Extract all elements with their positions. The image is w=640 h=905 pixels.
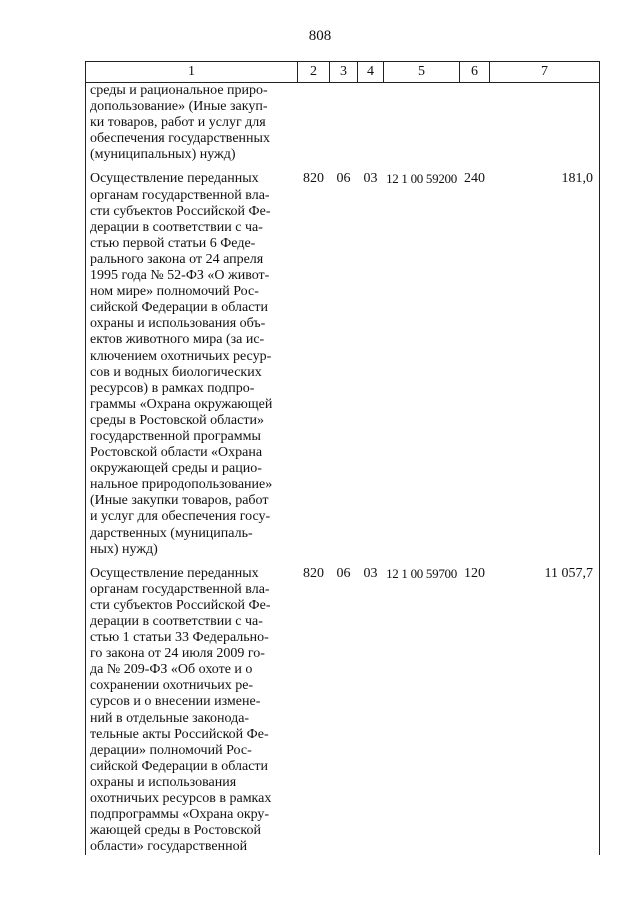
description-line: нальное природопользование» [90, 477, 273, 493]
description-line: ресурсов) в рамках подпро- [90, 380, 255, 396]
row-description [86, 171, 298, 565]
description-line: допользование» (Иные закуп- [90, 99, 268, 115]
description-line: органам государственной вла- [90, 187, 270, 203]
description-line: дерации» полномочий Рос- [90, 742, 252, 758]
cell-section [330, 83, 358, 172]
description-line: области» государственной [90, 839, 248, 855]
description-line: дарственных (муниципаль- [90, 525, 253, 541]
description-line: сти субъектов Российской Фе- [90, 203, 271, 219]
description-line: (Иные закупки товаров, работ [90, 493, 269, 509]
description-line: государственной программы [90, 428, 261, 444]
cell-target-article: 12 1 00 59200 [386, 171, 457, 187]
description-line: тельные акты Российской Фе- [90, 726, 269, 742]
cell-amount: 11 057,7 [490, 566, 600, 856]
description-line: среды и рациональное приро- [90, 83, 268, 98]
column-header: 5 [384, 62, 460, 83]
table-row [86, 83, 600, 172]
cell-expense-type [460, 83, 490, 172]
cell-subsection [358, 83, 384, 172]
description-line: граммы «Охрана окружающей [90, 396, 273, 412]
cell-target-article [384, 83, 460, 172]
description-line: сийской Федерации в области [90, 758, 269, 774]
description-line: ных) нужд) [90, 541, 158, 557]
table-row [86, 566, 600, 856]
description-line: охраны и использования [90, 774, 237, 790]
cell-ministry: 820 [303, 171, 324, 187]
description-line: охотничьих ресурсов в рамках [90, 791, 272, 807]
description-line: окружающей среды и рацио- [90, 461, 262, 477]
column-header: 6 [460, 62, 490, 83]
description-line: охраны и использования объ- [90, 316, 266, 332]
budget-table [85, 61, 600, 855]
cell-target-article: 12 1 00 59700 [386, 565, 457, 581]
cell-amount [490, 83, 600, 172]
description-line: стью 1 статьи 33 Федерально- [90, 630, 269, 646]
table-header-row [86, 62, 600, 83]
description-line: ном мире» полномочий Рос- [90, 284, 259, 300]
description-line: сов и водных биологических [90, 364, 262, 380]
description-line: органам государственной вла- [90, 581, 270, 597]
description-line: ключением охотничьих ресур- [90, 348, 272, 364]
column-header: 3 [330, 62, 358, 83]
column-header: 7 [490, 62, 600, 83]
description-line: Ростовской области «Охрана [90, 445, 263, 461]
description-line: ектов животного мира (за ис- [90, 332, 265, 348]
column-header: 2 [298, 62, 330, 83]
description-line: го закона от 24 июля 2009 го- [90, 646, 265, 662]
cell-amount: 181,0 [490, 171, 600, 565]
row-description [86, 83, 298, 172]
column-header: 4 [358, 62, 384, 83]
description-line: ки товаров, работ и услуг для [90, 115, 266, 131]
cell-subsection: 03 [363, 171, 378, 187]
description-line: Осуществление переданных [90, 171, 259, 187]
description-line: (муниципальных) нужд) [90, 147, 236, 163]
description-line: сийской Федерации в области [90, 300, 269, 316]
page-number: 808 [308, 28, 332, 44]
description-line: жающей среды в Ростовской [90, 823, 261, 839]
table-row [86, 171, 600, 565]
row-description [86, 566, 298, 856]
description-line: стью первой статьи 6 Феде- [90, 235, 256, 251]
cell-subsection: 03 [363, 565, 378, 581]
description-line: Осуществление переданных [90, 565, 259, 581]
description-line: и услуг для обеспечения госу- [90, 509, 271, 525]
description-line: дерации в соответствии с ча- [90, 219, 263, 235]
description-line: подпрограммы «Охрана окру- [90, 807, 270, 823]
description-line: рального закона от 24 апреля [90, 251, 264, 267]
cell-expense-type: 240 [464, 171, 485, 187]
cell-section: 06 [336, 171, 351, 187]
description-line: сти субъектов Российской Фе- [90, 597, 271, 613]
description-line: сурсов и о внесении измене- [90, 694, 261, 710]
cell-expense-type: 120 [464, 565, 485, 581]
cell-section: 06 [336, 565, 351, 581]
description-line: ний в отдельные законода- [90, 710, 250, 726]
description-line: 1995 года № 52-ФЗ «О живот- [90, 268, 270, 284]
description-line: да № 209-ФЗ «Об охоте и о [90, 662, 253, 678]
description-line: среды в Ростовской области» [90, 412, 264, 428]
column-header: 1 [86, 62, 298, 83]
cell-ministry: 820 [303, 565, 324, 581]
description-line: сохранении охотничьих ре- [90, 678, 254, 694]
cell-ministry [298, 83, 330, 172]
description-line: дерации в соответствии с ча- [90, 614, 263, 629]
description-line: обеспечения государственных [90, 131, 270, 147]
